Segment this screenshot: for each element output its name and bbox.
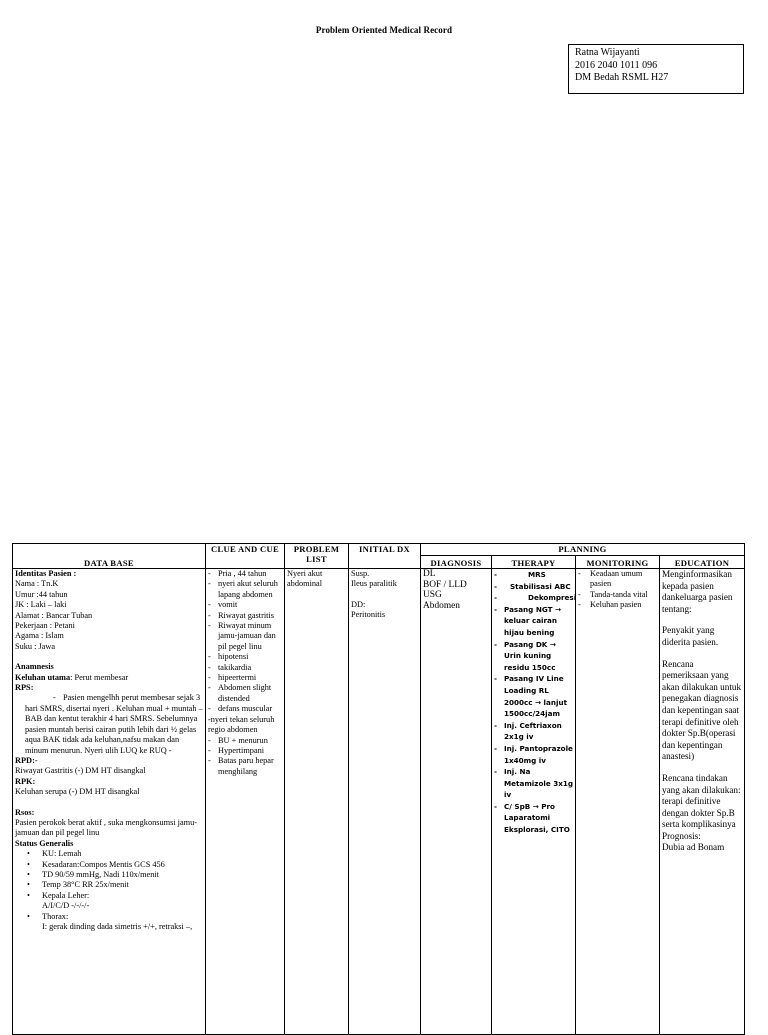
therapy-list	[494, 569, 577, 836]
identitas-suku: Suku : Jawa	[15, 641, 56, 651]
rsos-heading: Rsos:	[15, 807, 35, 817]
therapy-item: - Pasang DK → Urin kuning residu 150cc	[494, 639, 573, 674]
keluhan-value: : Perut membesar	[70, 672, 129, 682]
clue-item: - hipotensi	[208, 652, 282, 662]
therapy-item: - C/ SpB → Pro Laparatomi Eksplorasi, CITO	[494, 801, 573, 836]
status-kepala-leher: • Kepala Leher: A/I/C/D -/-/-/-	[15, 891, 203, 912]
header-problem-list: PROBLEM LIST	[285, 544, 349, 569]
clue-item: - defans muscular	[208, 704, 282, 714]
status-generalis-heading: Status Generalis	[15, 838, 74, 848]
status-td: • TD 90/59 mmHg, Nadi 110x/menit	[15, 870, 203, 880]
rpd-text: Riwayat Gastritis (-) DM HT disangkal	[15, 766, 146, 776]
clue-item: - Riwayat gastritis	[208, 611, 282, 621]
clue-item: - Abdomen slight distended	[208, 683, 282, 704]
diagnosis-item: DL	[423, 569, 436, 579]
identitas-alamat: Alamat : Bancar Tuban	[15, 610, 93, 620]
status-ku: • KU: Lemah	[15, 849, 203, 859]
keluhan-label: Keluhan utama	[15, 672, 71, 682]
identitas-jk: JK : Laki – laki	[15, 600, 67, 610]
education-penyakit: Penyakit yang diderita pasien.	[662, 625, 719, 647]
data-base-cell	[13, 569, 206, 1035]
rps-heading: RPS:	[15, 683, 34, 693]
monitoring-item: - Tanda-tanda vital	[578, 590, 657, 600]
diagnosis-item: USG	[423, 590, 442, 601]
clue-item: -nyeri tekan seluruh regio abdomen	[208, 714, 275, 735]
rpk-heading: RPK:	[15, 776, 36, 786]
monitoring-cell	[576, 569, 660, 1035]
student-name: Ratna Wijayanti	[575, 47, 640, 58]
clue-item: - Batas paru hepar menghilang	[208, 756, 282, 777]
department-unit: DM Bedah RSML H27	[575, 72, 669, 83]
initial-dx-cell	[349, 569, 421, 1035]
thorax-detail: I: gerak dinding dada simetris +/+, retraksi –,	[42, 922, 193, 931]
rpd-heading: RPD:-	[15, 755, 38, 765]
patient-id-box	[568, 44, 744, 94]
dd-value: Peritonitis	[351, 610, 386, 620]
identitas-agama: Agama : Islam	[15, 631, 64, 641]
diagnosis-cell	[421, 569, 492, 1035]
monitoring-list	[578, 569, 657, 611]
clue-item: - Hypertimpani	[208, 746, 282, 756]
identitas-heading: Identitas Pasien :	[15, 569, 77, 578]
clue-item: - Riwayat minum jamu-jamuan dan pil pegel linu	[208, 621, 282, 652]
status-kesadaran: • Kesadaran:Compos Mentis GCS 456	[15, 860, 203, 870]
therapy-cell	[492, 569, 576, 1035]
clue-item: - vomit	[208, 600, 282, 610]
therapy-item: - Stabilisasi ABC	[494, 581, 573, 593]
therapy-item: - Inj. Pantoprazole 1x40mg iv	[494, 743, 573, 766]
header-therapy: THERAPY	[492, 556, 576, 569]
identitas-pekerjaan: Pekerjaan : Petani	[15, 621, 75, 631]
header-education: EDUCATION	[660, 556, 745, 569]
clue-item: - hipeertermi	[208, 673, 282, 683]
therapy-item: - Dekompresi	[494, 592, 573, 604]
education-tindakan: Rencana tindakan yang akan dilakukan: terapi definitive dengan dokter Sp.B serta komplikasinya	[662, 772, 741, 830]
clue-list	[208, 569, 282, 777]
clue-item: - nyeri akut seluruh lapang abdomen	[208, 579, 282, 600]
clue-item: - Pria , 44 tahun	[208, 569, 282, 579]
rps-text: - Pasien mengelhh perut membesar sejak 3 hari SMRS, disertai nyeri . Keluhan mual + muntah – BAB dan kentut terakhir 4 hari SMRS. Sebelumnya pasien muntah berisi cairan putih lebih dari ½ gelas aqua BAK tidak ada keluhan,nafsu makan dan minum menurun. Nyeri ulih LUQ ke RUQ -	[15, 693, 203, 755]
clue-item: - BU + menurun	[208, 736, 282, 746]
status-list	[15, 849, 203, 932]
problem-cell: Nyeri akut abdominal	[285, 569, 349, 1035]
education-prognosis-value: Dubia ad Bonam	[662, 842, 725, 853]
header-data-base: DATA BASE	[13, 544, 206, 569]
therapy-item: - Inj. Ceftriaxon 2x1g iv	[494, 720, 573, 743]
susp-value: Ileus paralitik	[351, 579, 397, 589]
education-intro: Menginformasikan kepada pasien dankeluarga pasien tentang:	[662, 569, 733, 614]
rsos-text: Pasien perokok berat aktif , suka mengkonsumsi jamu-jamuan dan pil pegel linu	[15, 817, 198, 838]
student-number: 2016 2040 1011 096	[575, 59, 658, 71]
header-monitoring: MONITORING	[576, 556, 660, 569]
education-cell	[660, 569, 745, 1035]
education-pemeriksaan: Rencana pemeriksaan yang akan dilakukan untuk penegakan diagnosis dan kepentingan saat terapi definitive oleh dokter Sp.B(operasi dan kepentingan anastesi)	[662, 658, 742, 762]
kepala-detail: A/I/C/D -/-/-/-	[42, 901, 90, 911]
anamnesis-heading: Anamnesis	[15, 662, 54, 672]
status-thorax: • Thorax: I: gerak dinding dada simetris +/+, retraksi –,	[15, 912, 203, 933]
therapy-item: - MRS	[494, 569, 573, 581]
diagnosis-item: Abdomen	[423, 600, 460, 611]
clue-item: - takikardia	[208, 663, 282, 673]
page-title: Problem Oriented Medical Record	[315, 25, 453, 35]
header-clue-and-cue: CLUE AND CUE	[206, 544, 285, 569]
dd-label: DD:	[351, 599, 366, 609]
identitas-umur: Umur :44 tahun	[15, 589, 68, 599]
header-diagnosis: DIAGNOSIS	[421, 556, 492, 569]
clue-cell	[206, 569, 285, 1035]
monitoring-item: - Keluhan pasien	[578, 600, 657, 610]
therapy-item: - Inj. Na Metamizole 3x1g iv	[494, 766, 573, 801]
therapy-item: - Pasang IV Line Loading RL 2000cc → lanjut 1500cc/24jam	[494, 673, 573, 719]
header-initial-dx: INITIAL DX	[349, 544, 421, 569]
education-prognosis-label: Prognosis:	[662, 830, 701, 841]
monitoring-item: - Keadaan umum pasien	[578, 569, 657, 590]
header-planning: PLANNING	[421, 544, 745, 556]
diagnosis-item: BOF / LLD	[423, 579, 467, 590]
rpk-text: Keluhan serupa (-) DM HT disangkal	[15, 787, 140, 797]
identitas-nama: Nama : Tn.K	[15, 579, 59, 589]
pomr-table	[12, 543, 745, 1035]
rps-list	[15, 693, 203, 755]
therapy-item: - Pasang NGT → keluar cairan hijau bening	[494, 604, 573, 639]
status-temp: • Temp 38°C RR 25x/menit	[15, 880, 203, 890]
keluhan-utama	[15, 673, 203, 683]
susp-label: Susp.	[351, 569, 370, 578]
